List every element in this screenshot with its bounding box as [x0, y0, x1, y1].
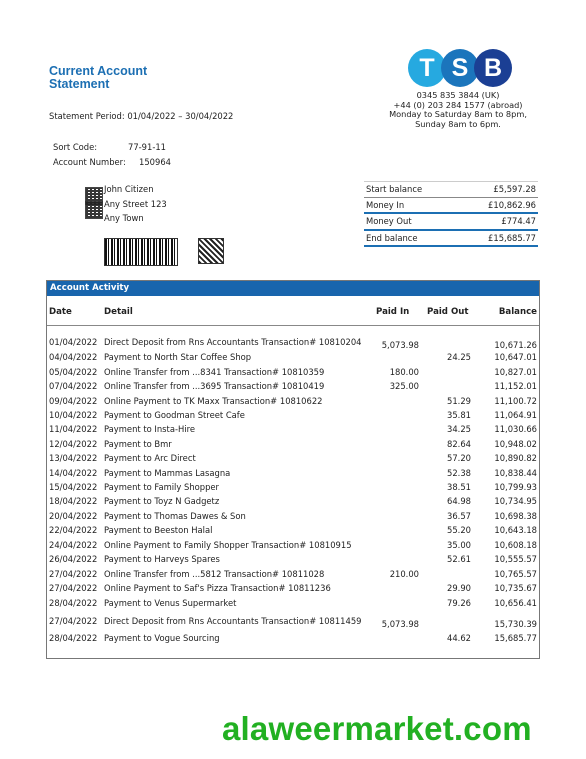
row-detail: Payment to Harveys Spares: [104, 554, 220, 564]
sort-code-label: Sort Code:: [53, 142, 98, 152]
row-detail: Payment to Goodman Street Cafe: [104, 410, 245, 420]
account-number-label: Account Number:: [53, 156, 126, 167]
row-detail: Payment to Beeston Halal: [104, 525, 213, 535]
table-row: [47, 381, 539, 395]
row-date: 28/04/2022: [49, 598, 98, 608]
row-date: 09/04/2022: [49, 396, 98, 406]
contact-info: [380, 91, 536, 129]
logo-letter-s: S: [441, 49, 479, 87]
row-balance: 15,685.77: [494, 633, 537, 643]
row-paid-out: 35.00: [447, 540, 471, 550]
summary-label: Money In: [366, 199, 405, 210]
table-row: [47, 554, 539, 568]
table-row: [47, 633, 539, 647]
row-balance: 10,647.01: [494, 352, 537, 362]
contact-hours-sunday: Sunday 8am to 6pm.: [415, 118, 501, 129]
row-balance: 10,656.41: [494, 598, 537, 608]
summary-row: [364, 214, 538, 231]
row-balance: 11,152.01: [494, 381, 537, 391]
row-date: 12/04/2022: [49, 439, 98, 449]
row-detail: Payment to Toyz N Gadgetz: [104, 496, 220, 506]
address-block: [104, 182, 167, 226]
row-detail: Payment to Mammas Lasagna: [104, 468, 231, 478]
row-balance: 11,100.72: [494, 396, 537, 406]
column-header-paid-in: Paid In: [376, 307, 410, 317]
row-date: 04/04/2022: [49, 352, 98, 362]
row-balance: 10,948.02: [494, 439, 537, 449]
row-paid-out: 35.81: [447, 410, 471, 420]
table-row: [47, 367, 539, 381]
row-detail: Online Payment to TK Maxx Transaction# 10810622: [104, 396, 323, 406]
row-balance: 10,698.38: [494, 511, 537, 521]
row-balance: 10,555.57: [494, 554, 537, 564]
account-details: [53, 140, 171, 169]
contact-phone-uk: 0345 835 3844 (UK): [416, 90, 500, 100]
row-date: 11/04/2022: [49, 424, 98, 434]
row-paid-in: 5,073.98: [381, 619, 419, 629]
row-paid-out: 57.20: [447, 453, 471, 463]
summary-value: £10,862.96: [488, 199, 536, 210]
row-detail: Direct Deposit from Rns Accountants Transaction# 10811459: [104, 616, 362, 626]
row-detail: Online Transfer from ...5812 Transaction# 10811028: [104, 569, 325, 579]
column-header-date: Date: [49, 307, 72, 317]
contact-phone-abroad: +44 (0) 203 284 1577 (abroad): [393, 99, 523, 110]
row-paid-out: 44.62: [447, 633, 471, 643]
row-balance: 10,827.01: [494, 367, 537, 377]
column-header-paid-out: Paid Out: [427, 307, 469, 317]
row-detail: Direct Deposit from Rns Accountants Transaction# 10810204: [104, 337, 362, 347]
row-paid-out: 52.61: [447, 554, 471, 564]
contact-hours-weekday: Monday to Saturday 8am to 8pm,: [389, 109, 527, 120]
row-paid-in: 325.00: [389, 381, 419, 391]
row-paid-out: 51.29: [447, 396, 471, 406]
sort-code-value: 77-91-11: [128, 142, 167, 152]
title-line-1: Current Account: [49, 64, 148, 78]
row-balance: 15,730.39: [494, 619, 537, 629]
table-row: [47, 424, 539, 438]
row-date: 28/04/2022: [49, 633, 98, 643]
row-detail: Online Payment to Saf's Pizza Transaction# 10811236: [104, 583, 331, 593]
row-paid-out: 52.38: [447, 468, 471, 478]
column-header-detail: Detail: [104, 307, 133, 317]
summary-label: Start balance: [366, 184, 423, 194]
row-date: 05/04/2022: [49, 367, 98, 377]
row-paid-out: 36.57: [447, 511, 471, 521]
address-town: Any Town: [104, 213, 144, 224]
table-row: [47, 525, 539, 539]
barcode-icon: [104, 238, 178, 266]
row-balance: 10,734.95: [494, 496, 537, 506]
statement-title: [49, 65, 147, 91]
row-paid-out: 34.25: [447, 424, 471, 434]
table-row: [47, 616, 539, 630]
row-balance: 10,890.82: [494, 453, 537, 463]
summary-value: £5,597.28: [493, 184, 536, 194]
row-date: 27/04/2022: [49, 616, 98, 626]
row-date: 20/04/2022: [49, 511, 98, 521]
row-paid-out: 29.90: [447, 583, 471, 593]
row-date: 22/04/2022: [49, 525, 98, 535]
account-activity-table: [46, 280, 540, 659]
table-row: [47, 569, 539, 583]
account-number-value: 150964: [139, 156, 171, 167]
row-detail: Online Transfer from ...8341 Transaction# 10810359: [104, 367, 325, 377]
row-balance: 10,608.18: [494, 540, 537, 550]
table-row: [47, 337, 539, 351]
row-balance: 11,030.66: [494, 424, 537, 434]
logo-letter-t: T: [408, 49, 446, 87]
row-balance: 10,799.93: [494, 482, 537, 492]
summary-row: [364, 181, 538, 198]
summary-label: Money Out: [366, 216, 412, 226]
row-date: 01/04/2022: [49, 337, 98, 347]
table-row: [47, 511, 539, 525]
row-date: 27/04/2022: [49, 583, 98, 593]
statement-period: Statement Period: 01/04/2022 – 30/04/2022: [49, 111, 234, 121]
row-balance: 11,064.91: [494, 410, 537, 420]
row-paid-in: 180.00: [389, 367, 419, 377]
watermark: alaweermarket.com: [222, 710, 532, 747]
tsb-logo: [408, 49, 512, 89]
summary-value: £15,685.77: [488, 232, 536, 243]
row-paid-out: 79.26: [447, 598, 471, 608]
row-date: 27/04/2022: [49, 569, 98, 579]
row-detail: Payment to Vogue Sourcing: [104, 633, 220, 643]
table-row: [47, 598, 539, 612]
row-detail: Payment to Insta-Hire: [104, 424, 196, 434]
table-row: [47, 468, 539, 482]
row-paid-out: 64.98: [447, 496, 471, 506]
table-row: [47, 482, 539, 496]
row-paid-out: 55.20: [447, 525, 471, 535]
row-detail: Payment to Venus Supermarket: [104, 598, 237, 608]
table-row: [47, 540, 539, 554]
table-row: [47, 396, 539, 410]
header-divider: [47, 325, 539, 326]
summary-value: £774.47: [501, 216, 536, 226]
row-balance: 10,735.67: [494, 583, 537, 593]
summary-label: End balance: [366, 232, 418, 243]
row-date: 14/04/2022: [49, 468, 98, 478]
qr-code-icon: [198, 238, 224, 264]
title-line-2: Statement: [49, 77, 110, 91]
summary-row: [364, 198, 538, 215]
table-row: [47, 496, 539, 510]
logo-letter-b: B: [474, 49, 512, 87]
table-row: [47, 410, 539, 424]
row-balance: 10,671.26: [494, 340, 537, 350]
row-balance: 10,643.18: [494, 525, 537, 535]
row-paid-out: 38.51: [447, 482, 471, 492]
row-detail: Online Transfer from ...3695 Transaction# 10810419: [104, 381, 325, 391]
row-detail: Payment to Family Shopper: [104, 482, 219, 492]
summary-row: [364, 231, 538, 248]
table-row: [47, 352, 539, 366]
qr-code-icon: [85, 201, 103, 219]
row-balance: 10,838.44: [494, 468, 537, 478]
address-name: John Citizen: [104, 184, 154, 194]
row-detail: Payment to Thomas Dawes & Son: [104, 511, 246, 521]
row-paid-in: 5,073.98: [381, 340, 419, 350]
table-row: [47, 439, 539, 453]
balance-summary: [364, 181, 538, 247]
table-row: [47, 453, 539, 467]
row-date: 15/04/2022: [49, 482, 98, 492]
row-date: 24/04/2022: [49, 540, 98, 550]
row-detail: Online Payment to Family Shopper Transaction# 10810915: [104, 540, 352, 550]
column-header-balance: Balance: [498, 307, 537, 317]
row-detail: Payment to Arc Direct: [104, 453, 196, 463]
row-paid-out: 82.64: [447, 439, 471, 449]
row-paid-in: 210.00: [389, 569, 419, 579]
row-date: 26/04/2022: [49, 554, 98, 564]
address-street: Any Street 123: [104, 198, 167, 209]
account-activity-header: Account Activity: [47, 281, 539, 296]
row-date: 18/04/2022: [49, 496, 98, 506]
row-date: 07/04/2022: [49, 381, 98, 391]
row-paid-out: 24.25: [447, 352, 471, 362]
row-date: 13/04/2022: [49, 453, 98, 463]
row-date: 10/04/2022: [49, 410, 98, 420]
table-row: [47, 583, 539, 597]
row-detail: Payment to Bmr: [104, 439, 172, 449]
row-detail: Payment to North Star Coffee Shop: [104, 352, 252, 362]
row-balance: 10,765.57: [494, 569, 537, 579]
